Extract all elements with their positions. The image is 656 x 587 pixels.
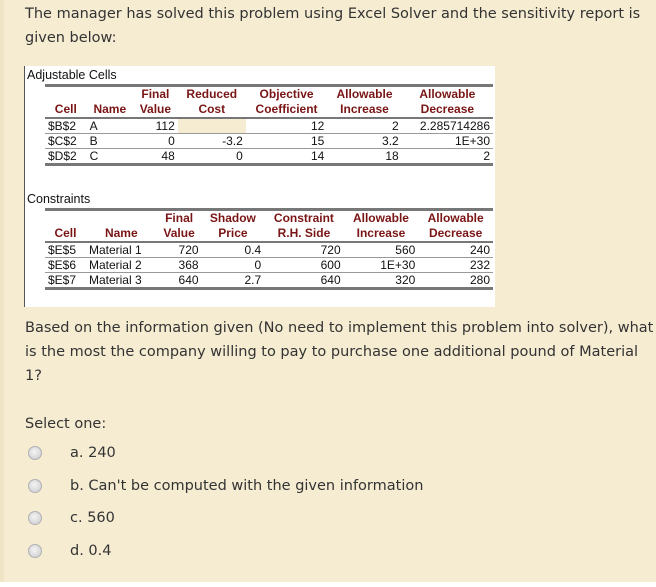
allowable-increase: 560 (344, 242, 419, 258)
radio-button-icon[interactable] (28, 479, 42, 493)
reduced-cost: 0 (178, 149, 246, 165)
reduced-cost (178, 118, 246, 134)
shadow-price: 0 (202, 258, 265, 273)
table-row (45, 118, 493, 134)
col-header: Objective (246, 86, 328, 103)
table-row (45, 273, 493, 289)
table-row (45, 242, 493, 258)
cell-ref: $E$6 (45, 258, 86, 273)
col-header (87, 86, 133, 103)
allowable-increase: 2 (327, 118, 401, 134)
cell-name: A (87, 118, 133, 134)
option-c[interactable] (28, 506, 115, 530)
allowable-decrease: 2 (402, 149, 493, 165)
radio-button-icon[interactable] (28, 446, 42, 460)
allowable-increase: 18 (327, 149, 401, 165)
panel-edge (0, 0, 4, 582)
allowable-decrease: 240 (418, 242, 493, 258)
cell-ref: $B$2 (45, 118, 87, 134)
constraints-header-row-top (45, 210, 493, 227)
final-value: 640 (157, 273, 202, 289)
option-label: c. 560 (70, 510, 115, 526)
adjustable-cells-title: Adjustable Cells (27, 68, 117, 82)
col-header: Allowable (344, 210, 419, 227)
radio-button-icon[interactable] (28, 511, 42, 525)
intro-text: The manager has solved this problem using Excel Solver and the sensitivity report is given below: (25, 6, 641, 46)
shadow-price: 2.7 (202, 273, 265, 289)
col-header: Final (157, 210, 202, 227)
objective-coefficient: 14 (246, 149, 328, 165)
final-value: 368 (157, 258, 202, 273)
col-header-cell: Cell (45, 226, 86, 242)
final-value: 48 (133, 149, 178, 165)
rh-side: 720 (264, 242, 343, 258)
col-header-rh-side: R.H. Side (264, 226, 343, 242)
select-one-label: Select one: (25, 416, 107, 432)
table-row (45, 134, 493, 149)
col-header-name: Name (87, 102, 133, 118)
allowable-decrease: 2.285714286 (402, 118, 493, 134)
allowable-decrease: 232 (418, 258, 493, 273)
option-label: a. 240 (70, 445, 116, 461)
col-header-allowable-decrease: Decrease (402, 102, 493, 118)
col-header (45, 210, 86, 227)
constraints-header-row-bottom (45, 226, 493, 242)
final-value: 720 (157, 242, 202, 258)
adjustable-header-row-top (45, 86, 493, 103)
col-header: Allowable (402, 86, 493, 103)
col-header-shadow-price: Price (202, 226, 265, 242)
option-label: b. Can't be computed with the given information (70, 478, 424, 494)
cell-name: C (87, 149, 133, 165)
objective-coefficient: 15 (246, 134, 328, 149)
col-header: Final (133, 86, 178, 103)
col-header-reduced-cost: Cost (178, 102, 246, 118)
allowable-decrease: 1E+30 (402, 134, 493, 149)
allowable-increase: 3.2 (327, 134, 401, 149)
col-header-name: Name (86, 226, 157, 242)
allowable-increase: 320 (344, 273, 419, 289)
col-header-allowable-decrease: Decrease (418, 226, 493, 242)
col-header: Reduced (178, 86, 246, 103)
col-header-allowable-increase: Increase (327, 102, 401, 118)
option-d[interactable] (28, 539, 111, 563)
rh-side: 640 (264, 273, 343, 289)
sensitivity-report-image (24, 66, 495, 307)
cell-ref: $E$5 (45, 242, 86, 258)
option-a[interactable] (28, 441, 116, 465)
adjustable-cells-table (45, 84, 493, 166)
final-value: 0 (133, 134, 178, 149)
constraints-table (45, 208, 493, 290)
cell-ref: $C$2 (45, 134, 87, 149)
cell-name: B (87, 134, 133, 149)
col-header-cell: Cell (45, 102, 87, 118)
adjustable-header-row-bottom (45, 102, 493, 118)
col-header: Allowable (327, 86, 401, 103)
col-header-value: Value (157, 226, 202, 242)
objective-coefficient: 12 (246, 118, 328, 134)
cell-ref: $E$7 (45, 273, 86, 289)
col-header (86, 210, 157, 227)
allowable-decrease: 280 (418, 273, 493, 289)
col-header (45, 86, 87, 103)
col-header-value: Value (133, 102, 178, 118)
final-value: 112 (133, 118, 178, 134)
reduced-cost: -3.2 (178, 134, 246, 149)
constraints-title: Constraints (27, 192, 91, 206)
col-header: Constraint (264, 210, 343, 227)
col-header-allowable-increase: Increase (344, 226, 419, 242)
allowable-increase: 1E+30 (344, 258, 419, 273)
cell-name: Material 1 (86, 242, 157, 258)
shadow-price: 0.4 (202, 242, 265, 258)
option-label: d. 0.4 (70, 543, 112, 559)
table-row (45, 258, 493, 273)
cell-name: Material 2 (86, 258, 157, 273)
cell-name: Material 3 (86, 273, 157, 289)
question-text: Based on the information given (No need to implement this problem into solver), what is the most the company willing to pay to purchase one additional pound of Material 1? (25, 320, 654, 384)
radio-button-icon[interactable] (28, 544, 42, 558)
cell-ref: $D$2 (45, 149, 87, 165)
option-b[interactable] (28, 474, 423, 498)
rh-side: 600 (264, 258, 343, 273)
col-header: Allowable (418, 210, 493, 227)
table-row (45, 149, 493, 165)
col-header: Shadow (202, 210, 265, 227)
col-header-objective-coefficient: Coefficient (246, 102, 328, 118)
